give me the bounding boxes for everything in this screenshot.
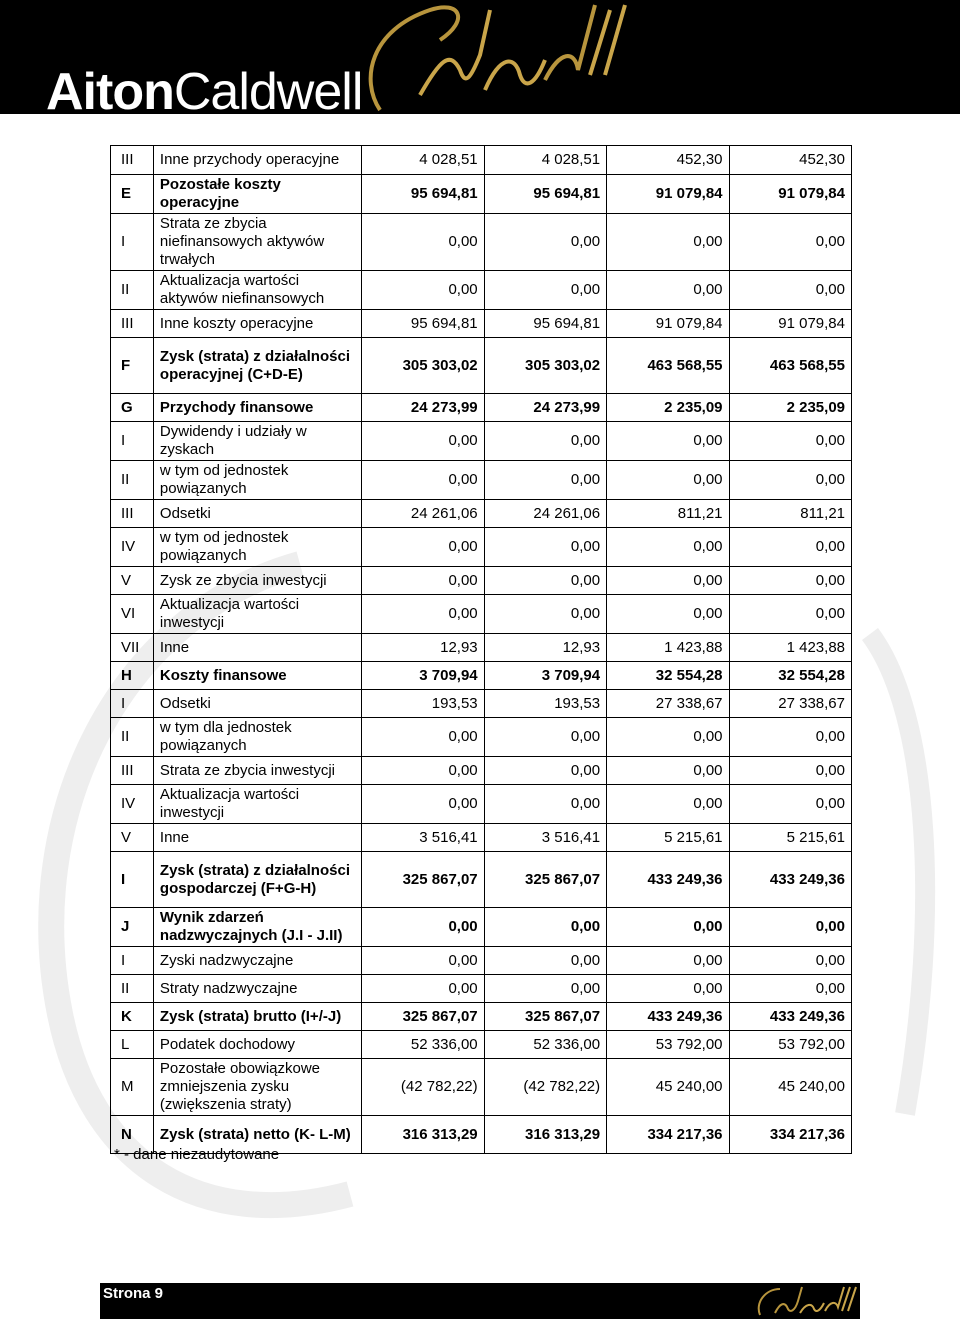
row-label: Inne (153, 824, 361, 852)
table-row (111, 528, 852, 567)
table-row (111, 271, 852, 310)
value-cell: 0,00 (484, 422, 606, 461)
value-cell: 0,00 (484, 975, 606, 1003)
row-number: L (111, 1031, 154, 1059)
value-cell: 32 554,28 (607, 662, 729, 690)
signature-logo (320, 0, 660, 114)
value-cell: 305 303,02 (362, 338, 484, 394)
row-number: G (111, 394, 154, 422)
value-cell: 95 694,81 (362, 175, 484, 214)
row-number: F (111, 338, 154, 394)
value-cell: 24 273,99 (362, 394, 484, 422)
value-cell: 0,00 (607, 785, 729, 824)
value-cell: 0,00 (729, 908, 851, 947)
brand-wordmark: AitonCaldwell (46, 63, 363, 114)
row-label: Przychody finansowe (153, 394, 361, 422)
value-cell: 24 261,06 (484, 500, 606, 528)
value-cell: 433 249,36 (729, 852, 851, 908)
value-cell: 53 792,00 (729, 1031, 851, 1059)
row-label: Zysk ze zbycia inwestycji (153, 567, 361, 595)
value-cell: 2 235,09 (729, 394, 851, 422)
value-cell: 3 516,41 (362, 824, 484, 852)
value-cell: 0,00 (607, 528, 729, 567)
value-cell: 91 079,84 (729, 310, 851, 338)
value-cell: 0,00 (607, 567, 729, 595)
table-row (111, 310, 852, 338)
row-label: Zysk (strata) netto (K- L-M) (153, 1116, 361, 1154)
value-cell: 811,21 (607, 500, 729, 528)
value-cell: 0,00 (729, 461, 851, 500)
value-cell: 0,00 (362, 908, 484, 947)
row-label: Pozostałe obowiązkowe zmniejszenia zysku (zwiększenia straty) (153, 1059, 361, 1116)
table-row (111, 662, 852, 690)
value-cell: 0,00 (362, 595, 484, 634)
value-cell: 325 867,07 (362, 852, 484, 908)
value-cell: 433 249,36 (607, 1003, 729, 1031)
value-cell: 0,00 (484, 461, 606, 500)
row-number: I (111, 214, 154, 271)
value-cell: 463 568,55 (607, 338, 729, 394)
value-cell: 325 867,07 (484, 1003, 606, 1031)
value-cell: 0,00 (729, 718, 851, 757)
table-row (111, 690, 852, 718)
row-number: H (111, 662, 154, 690)
financial-statement-table (110, 145, 852, 1154)
value-cell: 0,00 (484, 908, 606, 947)
row-number: VI (111, 595, 154, 634)
value-cell: 0,00 (484, 947, 606, 975)
table-row (111, 718, 852, 757)
value-cell: 811,21 (729, 500, 851, 528)
value-cell: 27 338,67 (729, 690, 851, 718)
value-cell: 0,00 (729, 757, 851, 785)
table-row (111, 908, 852, 947)
value-cell: 0,00 (362, 528, 484, 567)
value-cell: 24 261,06 (362, 500, 484, 528)
value-cell: 24 273,99 (484, 394, 606, 422)
row-number: I (111, 947, 154, 975)
row-label: Strata ze zbycia inwestycji (153, 757, 361, 785)
row-number: III (111, 757, 154, 785)
value-cell: 0,00 (729, 947, 851, 975)
value-cell: 0,00 (607, 214, 729, 271)
table-row (111, 785, 852, 824)
row-number: III (111, 310, 154, 338)
table-row (111, 461, 852, 500)
value-cell: 3 709,94 (484, 662, 606, 690)
value-cell: 0,00 (607, 422, 729, 461)
value-cell: 433 249,36 (607, 852, 729, 908)
row-label: Inne (153, 634, 361, 662)
value-cell: 0,00 (484, 528, 606, 567)
value-cell: (42 782,22) (362, 1059, 484, 1116)
value-cell: 0,00 (362, 271, 484, 310)
footnote: * - dane niezaudytowane (114, 1146, 280, 1163)
value-cell: 5 215,61 (729, 824, 851, 852)
row-number: J (111, 908, 154, 947)
row-label: Odsetki (153, 690, 361, 718)
row-label: w tym od jednostek powiązanych (153, 461, 361, 500)
value-cell: 0,00 (607, 908, 729, 947)
value-cell: 334 217,36 (729, 1116, 851, 1154)
row-number: III (111, 146, 154, 175)
row-label: Strata ze zbycia niefinansowych aktywów trwałych (153, 214, 361, 271)
value-cell: 0,00 (484, 214, 606, 271)
value-cell: 3 709,94 (362, 662, 484, 690)
row-number: V (111, 567, 154, 595)
value-cell: 0,00 (607, 757, 729, 785)
row-label: Aktualizacja wartości aktywów niefinansowych (153, 271, 361, 310)
value-cell: 325 867,07 (484, 852, 606, 908)
value-cell: 0,00 (362, 947, 484, 975)
row-label: w tym dla jednostek powiązanych (153, 718, 361, 757)
table-row (111, 422, 852, 461)
value-cell: 0,00 (607, 271, 729, 310)
row-number: N (111, 1116, 154, 1154)
table-row (111, 975, 852, 1003)
table-row (111, 1059, 852, 1116)
row-label: Zyski nadzwyczajne (153, 947, 361, 975)
value-cell: 0,00 (362, 757, 484, 785)
table-row (111, 947, 852, 975)
row-number: IV (111, 528, 154, 567)
row-label: Wynik zdarzeń nadzwyczajnych (J.I - J.II) (153, 908, 361, 947)
value-cell: 91 079,84 (729, 175, 851, 214)
value-cell: 0,00 (362, 567, 484, 595)
value-cell: 0,00 (362, 975, 484, 1003)
table-row (111, 500, 852, 528)
row-number: VII (111, 634, 154, 662)
row-number: E (111, 175, 154, 214)
value-cell: 0,00 (729, 975, 851, 1003)
value-cell: 325 867,07 (362, 1003, 484, 1031)
value-cell: 316 313,29 (362, 1116, 484, 1154)
row-number: III (111, 500, 154, 528)
row-label: Koszty finansowe (153, 662, 361, 690)
row-label: Inne przychody operacyjne (153, 146, 361, 175)
value-cell: 0,00 (362, 422, 484, 461)
value-cell: 91 079,84 (607, 175, 729, 214)
page-number: Strona 9 (103, 1285, 164, 1302)
row-label: Aktualizacja wartości inwestycji (153, 785, 361, 824)
value-cell: 53 792,00 (607, 1031, 729, 1059)
row-number: II (111, 718, 154, 757)
value-cell: 452,30 (729, 146, 851, 175)
row-number: II (111, 975, 154, 1003)
table-row (111, 634, 852, 662)
value-cell: 5 215,61 (607, 824, 729, 852)
value-cell: 4 028,51 (484, 146, 606, 175)
row-number: I (111, 422, 154, 461)
table-row (111, 757, 852, 785)
value-cell: 0,00 (729, 214, 851, 271)
value-cell: 0,00 (484, 271, 606, 310)
value-cell: 1 423,88 (607, 634, 729, 662)
value-cell: 52 336,00 (484, 1031, 606, 1059)
row-label: Pozostałe koszty operacyjne (153, 175, 361, 214)
value-cell: 2 235,09 (607, 394, 729, 422)
value-cell: 45 240,00 (729, 1059, 851, 1116)
table-row (111, 394, 852, 422)
row-number: IV (111, 785, 154, 824)
row-label: Dywidendy i udziały w zyskach (153, 422, 361, 461)
value-cell: 0,00 (484, 567, 606, 595)
value-cell: 12,93 (484, 634, 606, 662)
row-label: Zysk (strata) brutto (I+/-J) (153, 1003, 361, 1031)
value-cell: 463 568,55 (729, 338, 851, 394)
value-cell: 0,00 (607, 947, 729, 975)
value-cell: 0,00 (607, 975, 729, 1003)
value-cell: 452,30 (607, 146, 729, 175)
row-label: Podatek dochodowy (153, 1031, 361, 1059)
value-cell: 0,00 (484, 595, 606, 634)
value-cell: 305 303,02 (484, 338, 606, 394)
page-header (0, 0, 960, 114)
row-number: II (111, 461, 154, 500)
value-cell: 0,00 (729, 567, 851, 595)
row-label: Odsetki (153, 500, 361, 528)
value-cell: 0,00 (729, 595, 851, 634)
value-cell: 0,00 (484, 757, 606, 785)
table-row (111, 175, 852, 214)
table-row (111, 214, 852, 271)
value-cell: 0,00 (362, 461, 484, 500)
value-cell: 12,93 (362, 634, 484, 662)
value-cell: 433 249,36 (729, 1003, 851, 1031)
value-cell: 0,00 (607, 595, 729, 634)
value-cell: 0,00 (729, 271, 851, 310)
table-row (111, 1031, 852, 1059)
value-cell: 0,00 (362, 214, 484, 271)
value-cell: 91 079,84 (607, 310, 729, 338)
row-label: Aktualizacja wartości inwestycji (153, 595, 361, 634)
row-label: w tym od jednostek powiązanych (153, 528, 361, 567)
value-cell: 0,00 (362, 718, 484, 757)
row-number: V (111, 824, 154, 852)
value-cell: 95 694,81 (362, 310, 484, 338)
value-cell: 3 516,41 (484, 824, 606, 852)
value-cell: 316 313,29 (484, 1116, 606, 1154)
row-number: I (111, 852, 154, 908)
value-cell: (42 782,22) (484, 1059, 606, 1116)
value-cell: 27 338,67 (607, 690, 729, 718)
value-cell: 0,00 (607, 461, 729, 500)
value-cell: 334 217,36 (607, 1116, 729, 1154)
row-label: Zysk (strata) z działalności operacyjnej (C+D-E) (153, 338, 361, 394)
value-cell: 0,00 (729, 528, 851, 567)
row-number: K (111, 1003, 154, 1031)
table-row (111, 595, 852, 634)
value-cell: 0,00 (729, 785, 851, 824)
value-cell: 0,00 (729, 422, 851, 461)
signature-logo-small (750, 1283, 860, 1319)
table-row (111, 338, 852, 394)
value-cell: 0,00 (607, 718, 729, 757)
value-cell: 0,00 (484, 718, 606, 757)
table-row (111, 567, 852, 595)
value-cell: 95 694,81 (484, 310, 606, 338)
value-cell: 193,53 (484, 690, 606, 718)
page-footer (100, 1283, 860, 1319)
table-row (111, 1003, 852, 1031)
value-cell: 4 028,51 (362, 146, 484, 175)
row-label: Straty nadzwyczajne (153, 975, 361, 1003)
row-number: M (111, 1059, 154, 1116)
value-cell: 45 240,00 (607, 1059, 729, 1116)
value-cell: 52 336,00 (362, 1031, 484, 1059)
value-cell: 32 554,28 (729, 662, 851, 690)
value-cell: 0,00 (362, 785, 484, 824)
value-cell: 1 423,88 (729, 634, 851, 662)
row-number: I (111, 690, 154, 718)
value-cell: 0,00 (484, 785, 606, 824)
value-cell: 95 694,81 (484, 175, 606, 214)
table-row (111, 146, 852, 175)
row-number: II (111, 271, 154, 310)
table-row (111, 852, 852, 908)
row-label: Inne koszty operacyjne (153, 310, 361, 338)
row-label: Zysk (strata) z działalności gospodarczej (F+G-H) (153, 852, 361, 908)
table-row (111, 824, 852, 852)
value-cell: 193,53 (362, 690, 484, 718)
